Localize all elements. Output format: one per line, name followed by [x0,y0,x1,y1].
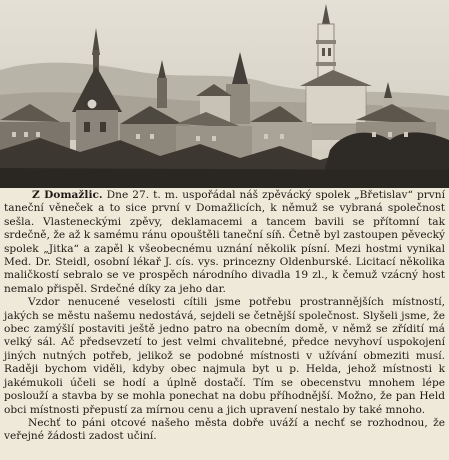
article-paragraph-3: Nechť to páni otcové našeho města dobře uváží a nechť se rozhodnou, že veřejné žádosti zadost učiní. [4,416,445,443]
place-heading: Z Domažlic. [32,189,103,201]
domazlice-skyline-image [0,0,449,188]
article-paragraph-1 [4,189,445,296]
article-paragraph-2: Vzdor nenucené veselosti cítili jsme potřebu prostrannějších místností, jakých se městu našemu nedostává, sejdeli se četnější společnost. Slyšeli jsme, že obec zamýšlí postaviti ještě jedno patro na obecním domě, v němž se zřídití má velký sál. Ač předsevzetí to jest velmi chvalitebné, předce nevyhoví uspokojení jiných nutných potřeb, jelikož se podobné místnosti v užívání obmeziti musí. Raději bychom viděli, kdyby obec najmula byt u p. Helda, jehož místnosti k jakémukoli účeli se hodí a úplně dostačí. Tím se obecenstvu mnohem lépe poslouží a stavba by se mohla ponechat na dobu příhodnější. Možno, že pan Held obci místnosti přepustí za mírnou cenu a jich upravení nestalo by také mnoho. [4,296,445,416]
town-photograph [0,0,449,188]
paragraph-1-text: Dne 27. t. m. uspořádal náš zpěvácký spolek „Břetislav“ první taneční věneček a to sice první v Domažlicích, k němuž se vybraná společnost sešla. Vlasteneckými zpěvy, deklamacemi a tancem bavili se přítomní tak srdečně, že až k samému ránu opouštěli taneční síň. Četně byl zastoupen pěvecký spolek „Jitka“ a zapěl k všeobecnému uznání několik písní. Mezi hostmi vynikal Med. Dr. Steidl, osobní lékař J. cís. vys. princezny Oldenburské. Licitací několika maličkostí sebralo se ve prospěch národního divadla 19 zl., k čemuž vzácný host nemalo přispěl. Srdečné díky za jeho dar. [4,189,446,295]
article-text [4,189,445,444]
